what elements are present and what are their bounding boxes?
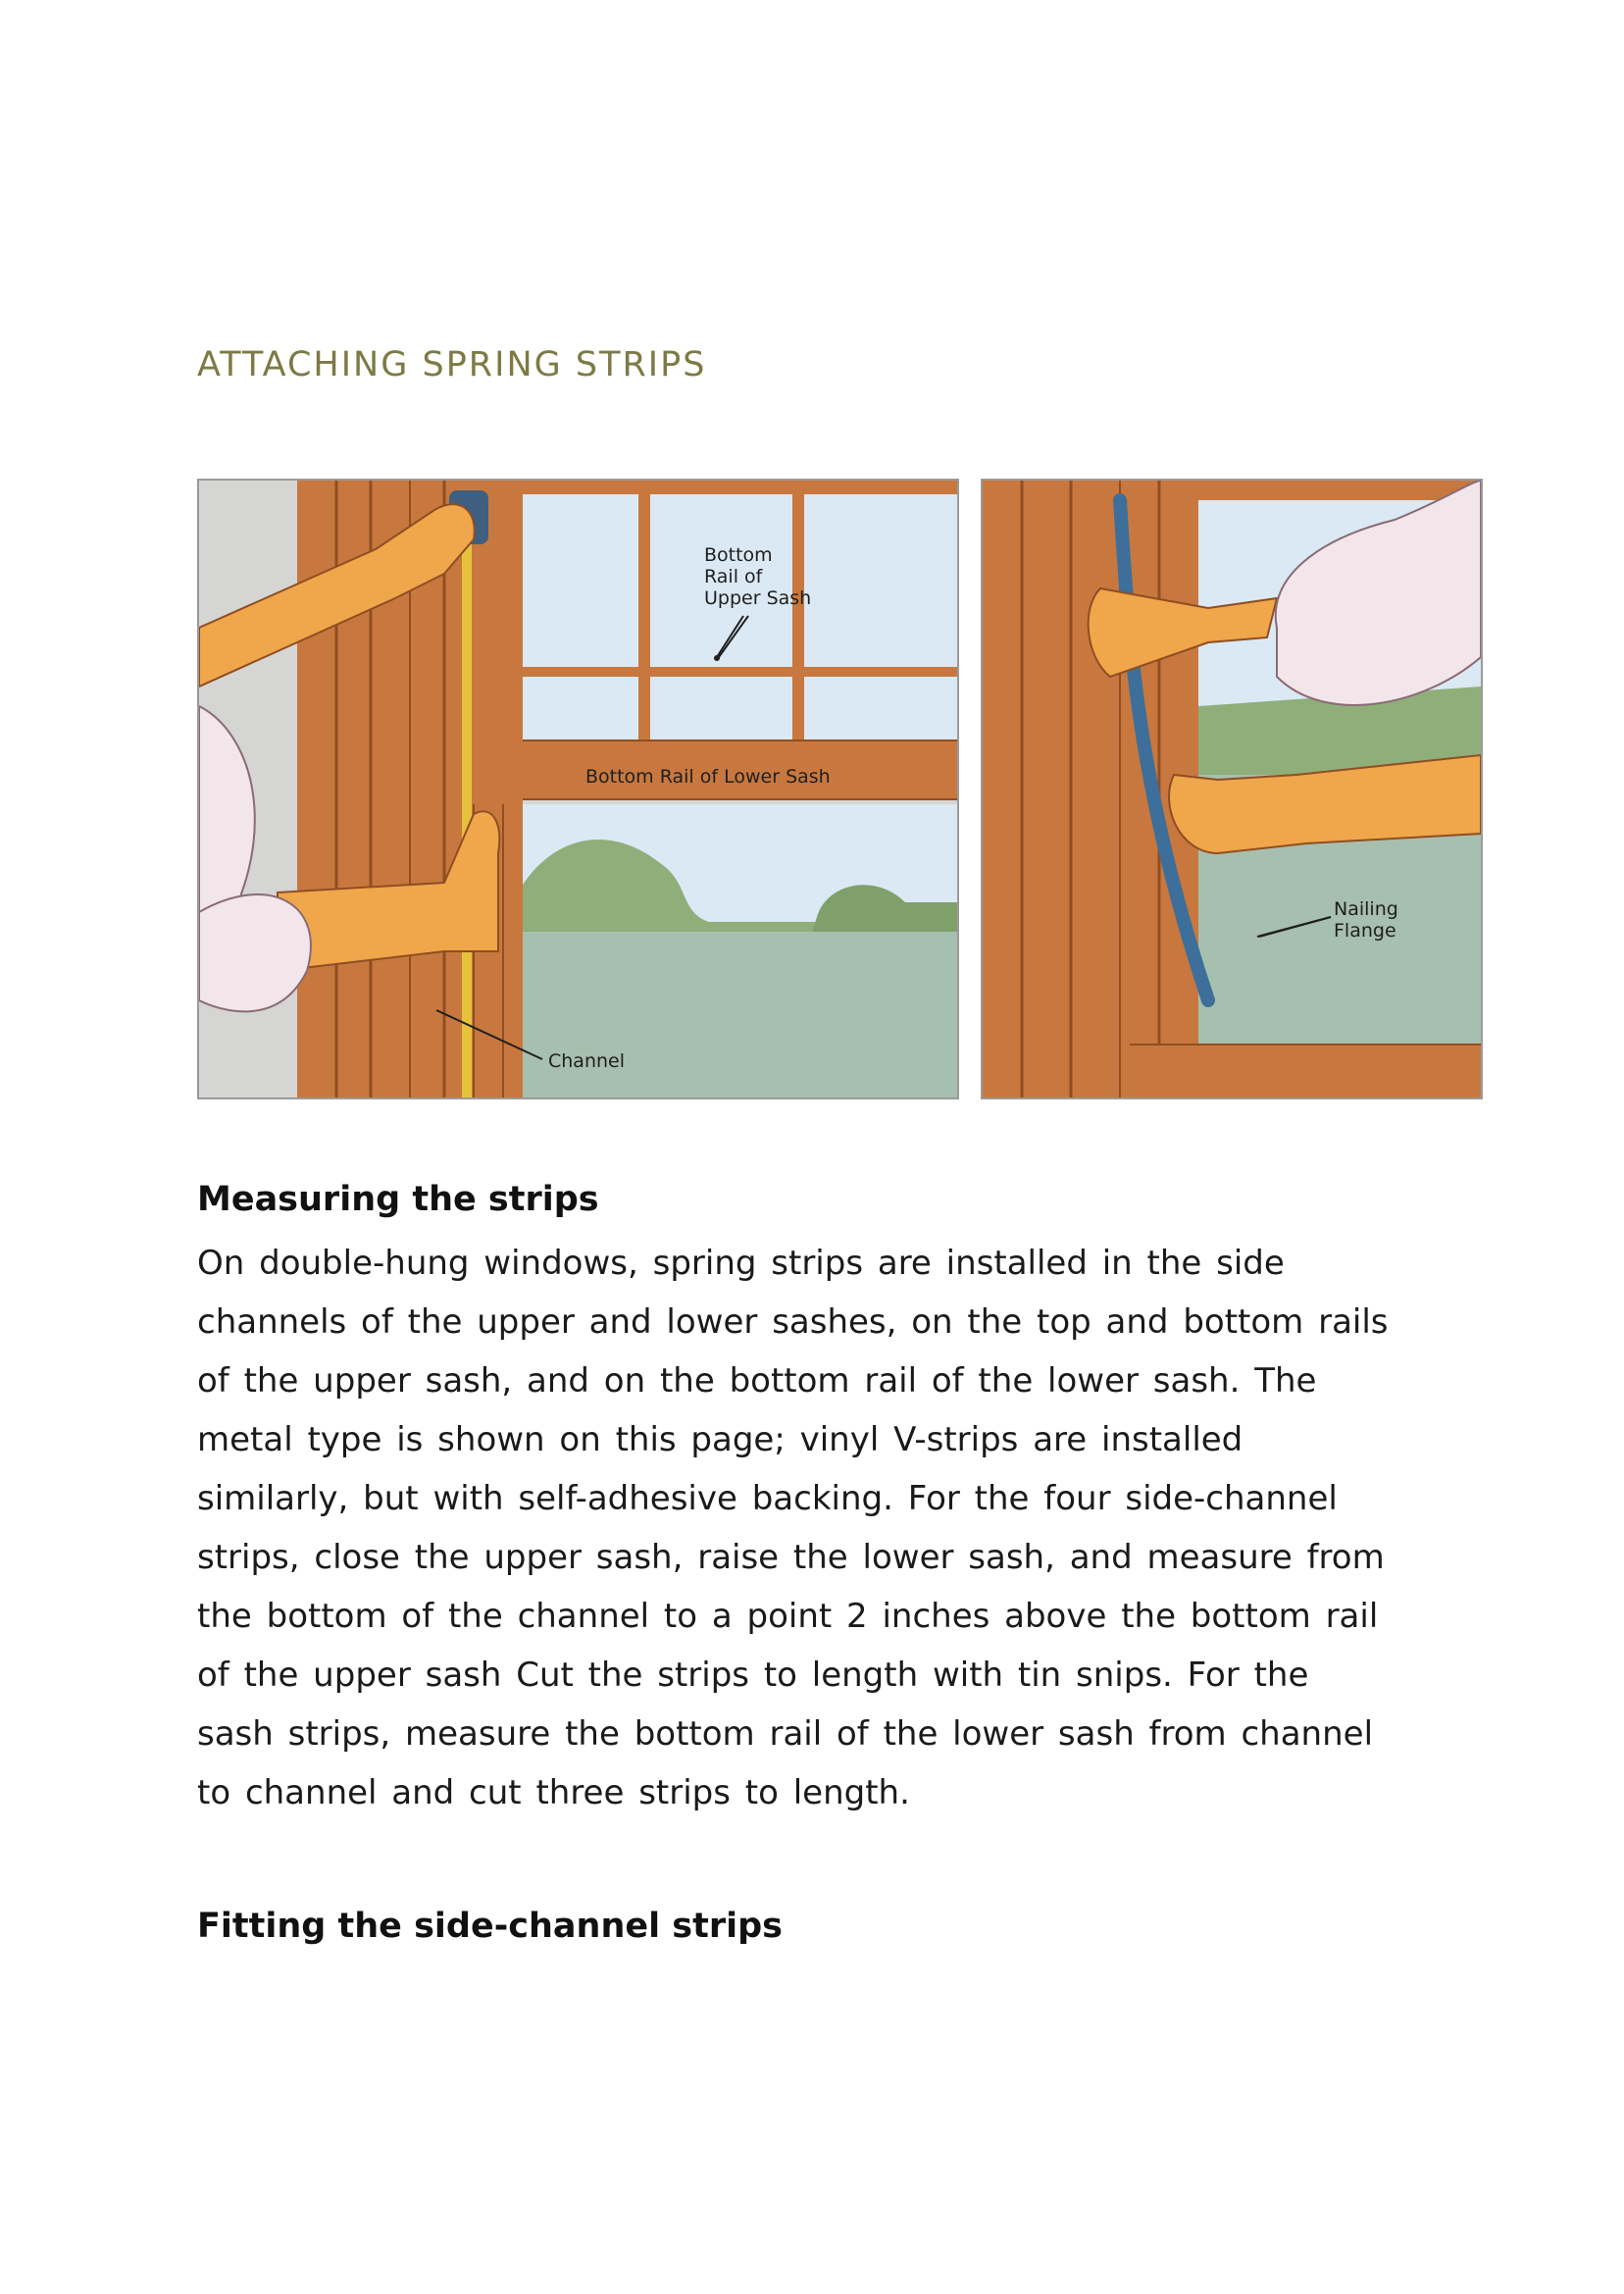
section-title: ATTACHING SPRING STRIPS xyxy=(197,345,707,384)
label-upper-rail-1: Bottom xyxy=(704,544,773,566)
body-line: On double-hung windows, spring strips are installed in the side xyxy=(197,1244,1285,1283)
label-channel: Channel xyxy=(548,1050,626,1072)
heading-measuring: Measuring the strips xyxy=(197,1180,599,1219)
body-paragraph xyxy=(197,1234,1433,1822)
label-upper-rail-3: Upper Sash xyxy=(704,587,812,609)
body-line: strips, close the upper sash, raise the lower sash, and measure from xyxy=(197,1538,1385,1577)
body-line: metal type is shown on this page; vinyl V-strips are installed xyxy=(197,1420,1243,1459)
body-line: of the upper sash, and on the bottom rail of the lower sash. The xyxy=(197,1361,1317,1401)
fitting-illustration-art xyxy=(983,481,1481,1097)
label-lower-rail: Bottom Rail of Lower Sash xyxy=(585,766,831,788)
label-flange-1: Nailing xyxy=(1334,898,1398,920)
measuring-illustration-art xyxy=(199,481,957,1097)
label-upper-rail-2: Rail of xyxy=(704,566,763,587)
body-line: similarly, but with self-adhesive backing. For the four side-channel xyxy=(197,1479,1338,1518)
body-line: the bottom of the channel to a point 2 inches above the bottom rail xyxy=(197,1597,1379,1636)
body-line: of the upper sash Cut the strips to length with tin snips. For the xyxy=(197,1656,1309,1695)
measuring-illustration xyxy=(197,479,959,1099)
label-flange-2: Flange xyxy=(1334,920,1396,942)
body-line: sash strips, measure the bottom rail of the lower sash from channel xyxy=(197,1714,1374,1754)
heading-fitting: Fitting the side-channel strips xyxy=(197,1907,783,1946)
body-line: channels of the upper and lower sashes, on the top and bottom rails xyxy=(197,1302,1389,1342)
body-line: to channel and cut three strips to length. xyxy=(197,1773,910,1812)
fitting-illustration xyxy=(981,479,1483,1099)
